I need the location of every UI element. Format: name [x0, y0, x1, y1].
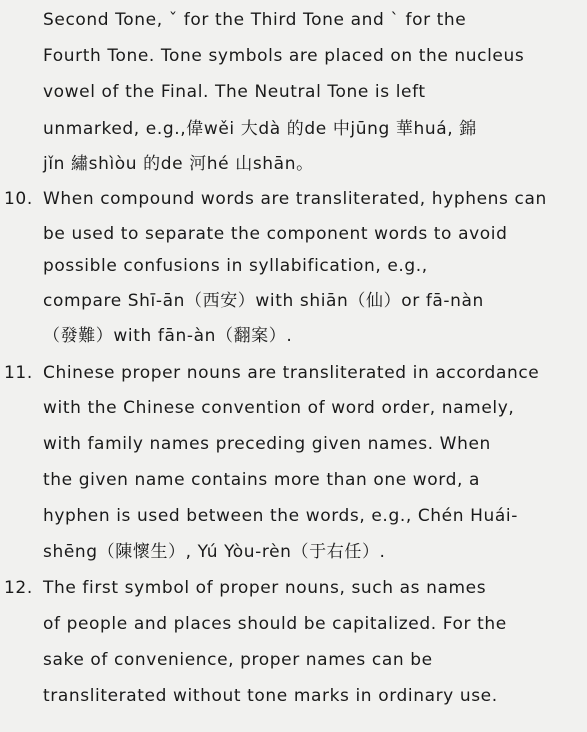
text-line: with the Chinese convention of word order, namely,	[43, 398, 515, 418]
text-line: of people and places should be capitalized. For the	[43, 614, 507, 634]
text-line: （發難）with fān-àn（翻案）.	[43, 326, 293, 346]
text-line: shēng（陳懷生）, Yú Yòu-rèn（于右任）.	[43, 542, 386, 562]
text-line: Second Tone, ˇ for the Third Tone and ˋ for the	[43, 10, 467, 30]
text-line: Fourth Tone. Tone symbols are placed on the nucleus	[43, 46, 525, 66]
text-line: the given name contains more than one word, a	[43, 470, 481, 490]
text-line: Chinese proper nouns are transliterated in accordance	[43, 363, 540, 383]
text-line: with family names preceding given names. When	[43, 434, 491, 454]
text-line: vowel of the Final. The Neutral Tone is left	[43, 82, 426, 102]
text-line: The first symbol of proper nouns, such as names	[43, 578, 487, 598]
text-line: compare Shī-ān（西安）with shiān（仙）or fā-nàn	[43, 291, 484, 311]
text-line: unmarked, e.g.,偉wěi 大dà 的de 中jūng 華huá, 錦	[43, 119, 477, 139]
text-line: hyphen is used between the words, e.g., Chén Huái-	[43, 506, 518, 526]
text-line: transliterated without tone marks in ordinary use.	[43, 686, 498, 706]
item-number: 11.	[4, 363, 33, 383]
text-line: When compound words are transliterated, hyphens can	[43, 189, 547, 209]
item-number: 10.	[4, 189, 33, 209]
text-line: jǐn 繡shìòu 的de 河hé 山shān。	[43, 154, 314, 174]
text-line: be used to separate the component words to avoid	[43, 224, 508, 244]
text-line: sake of convenience, proper names can be	[43, 650, 433, 670]
text-line: possible confusions in syllabification, e.g.,	[43, 256, 428, 276]
item-number: 12.	[4, 578, 33, 598]
